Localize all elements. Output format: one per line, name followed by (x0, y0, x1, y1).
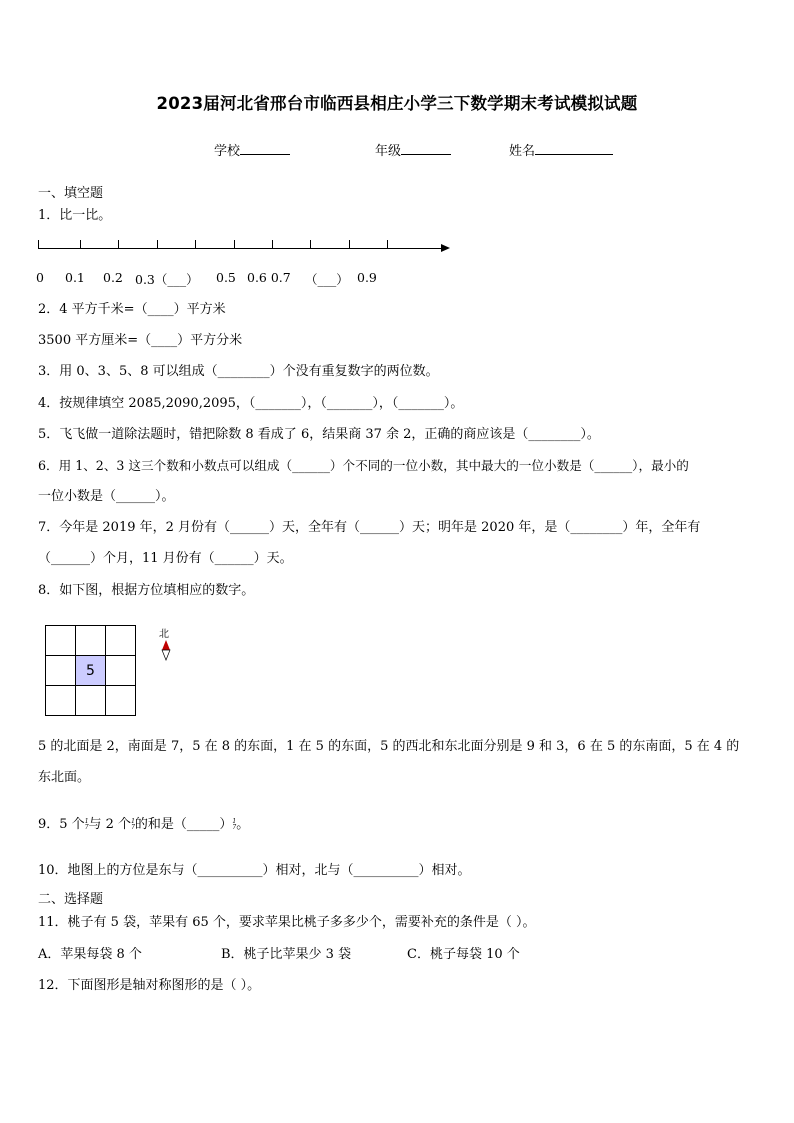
tick-mark (310, 240, 311, 248)
name-label: 姓名 (509, 144, 536, 159)
question-8-description-line-2: 东北面。 (38, 770, 91, 785)
north-label: 北 (159, 629, 169, 640)
grid-cell[interactable] (76, 686, 106, 716)
school-blank[interactable] (240, 142, 290, 155)
tick-mark (195, 240, 196, 248)
number-label: 0.9 (357, 270, 377, 285)
question-10: 10．地图上的方位是东与（__________）相对，北与（__________）相对。 (38, 863, 471, 878)
page-title: 2023届河北省邢台市临西县相庄小学三下数学期末考试模拟试题 (156, 94, 638, 113)
fraction-denominator: 7 (84, 823, 89, 831)
question-9-part: 。 (236, 817, 250, 832)
school-label: 学校 (214, 144, 241, 159)
question-9-part: 9．5 个 (38, 817, 85, 832)
tick-mark (38, 240, 39, 248)
question-7-line-2: （______）个月，11 月份有（______）天。 (38, 551, 293, 566)
number-label: 0.6 0.7 (247, 270, 291, 285)
fraction-numerator: 1 (232, 817, 237, 825)
tick-mark (349, 240, 350, 248)
grade-label: 年级 (375, 144, 402, 159)
grid-cell-center: 5 (76, 656, 106, 686)
question-12: 12．下面图形是轴对称图形的是（ ）。 (38, 978, 261, 993)
question-6-line-2: 一位小数是（______）。 (38, 489, 175, 504)
number-label: 0.2 (103, 270, 123, 285)
grid-cell[interactable] (106, 686, 136, 716)
number-label: 0.5 (216, 270, 236, 285)
question-11: 11．桃子有 5 袋，苹果有 65 个，要求苹果比桃子多多少个，需要补充的条件是（ ）。 (38, 915, 536, 930)
grid-cell[interactable] (46, 686, 76, 716)
school-field (214, 140, 290, 159)
question-3: 3．用 0、3、5、8 可以组成（________）个没有重复数字的两位数。 (38, 364, 439, 379)
question-2-line-2: 3500 平方厘米=（____）平方分米 (38, 333, 243, 348)
question-5: 5．飞飞做一道除法题时，错把除数 8 看成了 6，结果商 37 余 2，正确的商应该是（________）。 (38, 427, 600, 442)
grid-cell[interactable] (46, 626, 76, 656)
question-9 (38, 816, 249, 833)
question-6-line-1: 6．用 1、2、3 这三个数和小数点可以组成（______）个不同的一位小数，其中最大的一位小数是（______），最小的 (38, 458, 689, 473)
fraction-denominator: 7 (131, 823, 135, 831)
name-blank[interactable] (535, 142, 613, 155)
tick-mark (387, 240, 388, 248)
section-fill-heading: 一、填空题 (38, 186, 104, 201)
question-2-line-1: 2．4 平方千米=（____）平方米 (38, 302, 226, 317)
grade-blank[interactable] (401, 142, 451, 155)
section-choice-heading: 二、选择题 (38, 892, 104, 907)
number-label-blank[interactable]: （___） (305, 272, 349, 287)
grid-cell[interactable] (46, 656, 76, 686)
question-1: 1．比一比。 (38, 208, 112, 223)
question-7-line-1: 7．今年是 2019 年，2 月份有（______）天，全年有（______）天；明年是 2020 年，是（________）年，全年有 (38, 520, 701, 535)
number-label-blank[interactable]: 0.3（___） (135, 272, 199, 287)
direction-grid (45, 625, 136, 716)
number-label: 0.1 (65, 270, 85, 285)
grid-cell[interactable] (76, 626, 106, 656)
arrow-right-icon (441, 244, 450, 252)
grade-field (375, 140, 451, 159)
number-label: 0 (36, 270, 44, 285)
option-a[interactable]: A．苹果每袋 8 个 (38, 947, 142, 962)
tick-mark (234, 240, 235, 248)
fraction-denominator: 7 (232, 823, 237, 831)
name-field (509, 140, 613, 159)
tick-mark (80, 240, 81, 248)
grid-cell[interactable] (106, 626, 136, 656)
fraction-numerator: 1 (131, 817, 135, 825)
fraction-numerator: 1 (84, 817, 89, 825)
tick-mark (272, 240, 273, 248)
tick-mark (118, 240, 119, 248)
grid-cell[interactable] (106, 656, 136, 686)
option-c[interactable]: C．桃子每袋 10 个 (407, 947, 520, 962)
option-b[interactable]: B．桃子比苹果少 3 袋 (221, 947, 352, 962)
question-9-part: 与 2 个 (88, 817, 132, 832)
question-9-part: 的和是（_____） (134, 817, 233, 832)
compass-arrow-icon (160, 639, 172, 661)
number-line-axis (38, 248, 443, 249)
question-8: 8．如下图，根据方位填相应的数字。 (38, 583, 255, 598)
tick-mark (157, 240, 158, 248)
question-4: 4．按规律填空 2085,2090,2095，（_______），（_______），（_______）。 (38, 396, 464, 411)
question-8-description-line-1: 5 的北面是 2，南面是 7，5 在 8 的东面，1 在 5 的东面，5 的西北和东北面分别是 9 和 3，6 在 5 的东南面，5 在 4 的 (38, 739, 740, 754)
